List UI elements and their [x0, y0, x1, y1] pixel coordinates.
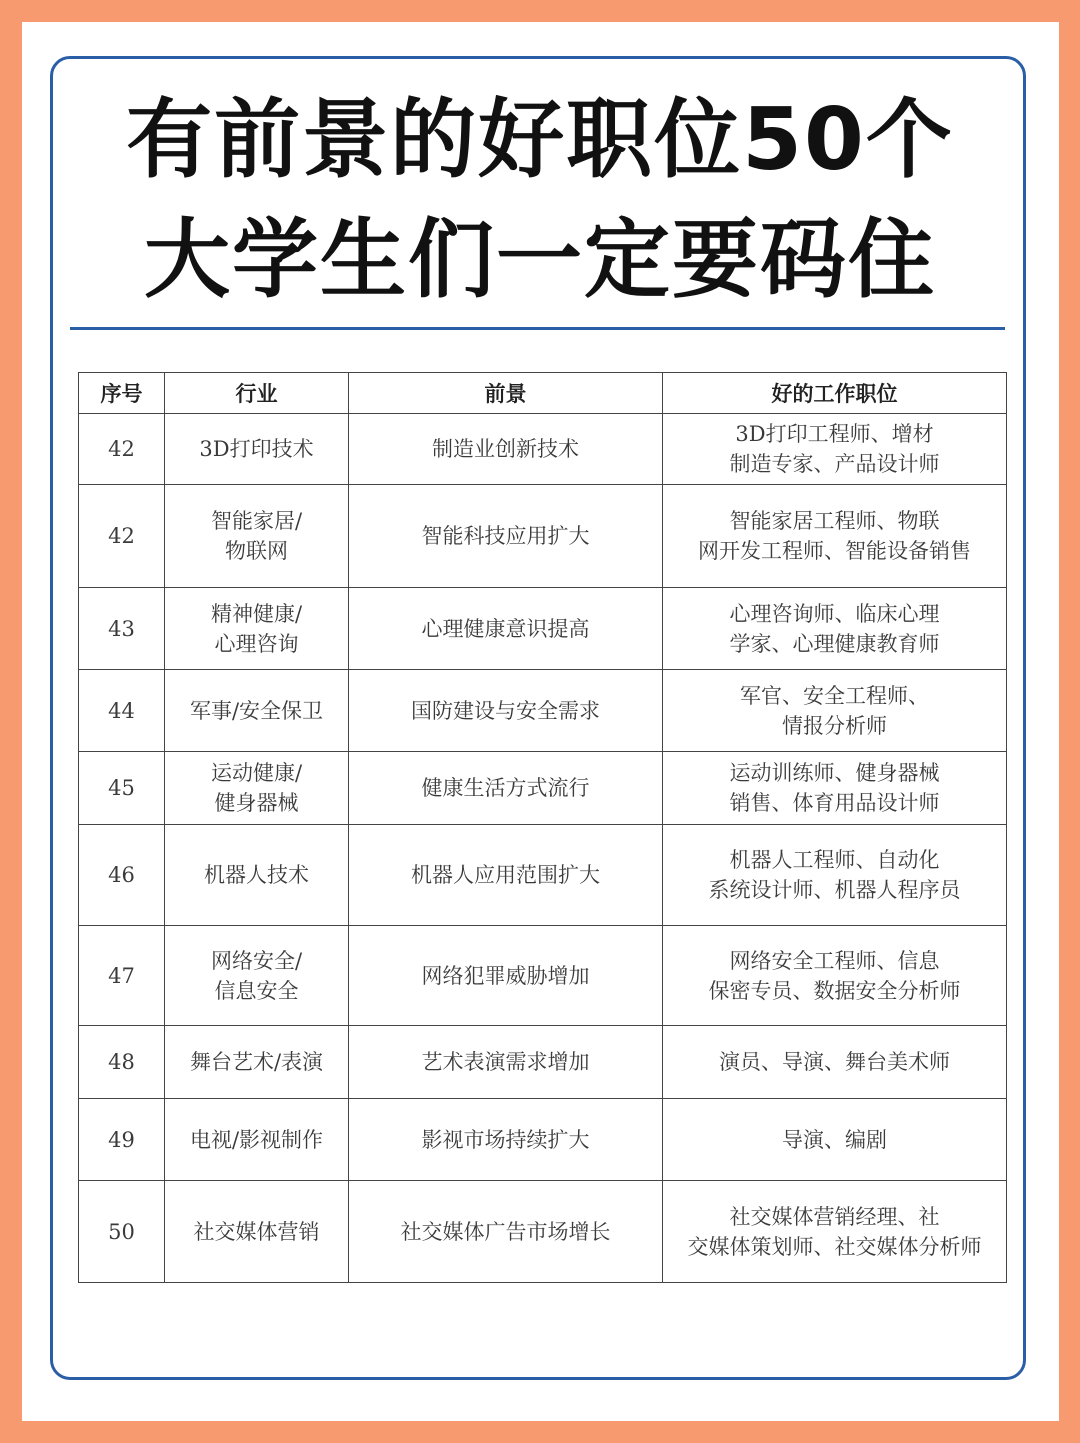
row-number: 45 [79, 752, 165, 825]
row-industry: 网络安全/ 信息安全 [165, 926, 349, 1026]
table-row [79, 1181, 1007, 1283]
row-jobs: 心理咨询师、临床心理 学家、心理健康教育师 [663, 588, 1007, 670]
row-outlook: 影视市场持续扩大 [349, 1099, 663, 1181]
row-number: 44 [79, 670, 165, 752]
row-industry: 舞台艺术/表演 [165, 1026, 349, 1099]
row-number: 48 [79, 1026, 165, 1099]
row-outlook: 制造业创新技术 [349, 414, 663, 485]
title-line-1: 有前景的好职位50个 [126, 90, 954, 190]
row-industry: 机器人技术 [165, 825, 349, 926]
row-outlook: 社交媒体广告市场增长 [349, 1181, 663, 1283]
row-jobs: 军官、安全工程师、 情报分析师 [663, 670, 1007, 752]
row-number: 42 [79, 414, 165, 485]
row-industry: 智能家居/ 物联网 [165, 485, 349, 588]
row-jobs: 演员、导演、舞台美术师 [663, 1026, 1007, 1099]
row-jobs: 运动训练师、健身器械 销售、体育用品设计师 [663, 752, 1007, 825]
table-row [79, 414, 1007, 485]
row-industry: 精神健康/ 心理咨询 [165, 588, 349, 670]
row-industry: 电视/影视制作 [165, 1099, 349, 1181]
row-outlook: 健康生活方式流行 [349, 752, 663, 825]
table-header-row [79, 373, 1007, 414]
header-number: 序号 [79, 373, 165, 414]
row-outlook: 艺术表演需求增加 [349, 1026, 663, 1099]
row-outlook: 心理健康意识提高 [349, 588, 663, 670]
table-row [79, 670, 1007, 752]
row-industry: 军事/安全保卫 [165, 670, 349, 752]
row-number: 43 [79, 588, 165, 670]
row-outlook: 智能科技应用扩大 [349, 485, 663, 588]
table-row [79, 926, 1007, 1026]
row-outlook: 网络犯罪威胁增加 [349, 926, 663, 1026]
row-jobs: 社交媒体营销经理、社 交媒体策划师、社交媒体分析师 [663, 1181, 1007, 1283]
row-number: 46 [79, 825, 165, 926]
row-number: 42 [79, 485, 165, 588]
row-number: 49 [79, 1099, 165, 1181]
header-jobs: 好的工作职位 [663, 373, 1007, 414]
row-outlook: 机器人应用范围扩大 [349, 825, 663, 926]
table-row [79, 825, 1007, 926]
row-jobs: 网络安全工程师、信息 保密专员、数据安全分析师 [663, 926, 1007, 1026]
jobs-table [78, 372, 1007, 1283]
table-row [79, 1026, 1007, 1099]
row-jobs: 智能家居工程师、物联 网开发工程师、智能设备销售 [663, 485, 1007, 588]
row-industry: 社交媒体营销 [165, 1181, 349, 1283]
table-row [79, 588, 1007, 670]
row-jobs: 导演、编剧 [663, 1099, 1007, 1181]
header-industry: 行业 [165, 373, 349, 414]
row-number: 47 [79, 926, 165, 1026]
header-outlook: 前景 [349, 373, 663, 414]
row-jobs: 机器人工程师、自动化 系统设计师、机器人程序员 [663, 825, 1007, 926]
row-industry: 3D打印技术 [165, 414, 349, 485]
title-line-2: 大学生们一定要码住 [144, 210, 936, 310]
table-row [79, 752, 1007, 825]
row-number: 50 [79, 1181, 165, 1283]
row-industry: 运动健康/ 健身器械 [165, 752, 349, 825]
row-outlook: 国防建设与安全需求 [349, 670, 663, 752]
table-row [79, 1099, 1007, 1181]
title-divider [70, 327, 1005, 330]
row-jobs: 3D打印工程师、增材 制造专家、产品设计师 [663, 414, 1007, 485]
table-row [79, 485, 1007, 588]
